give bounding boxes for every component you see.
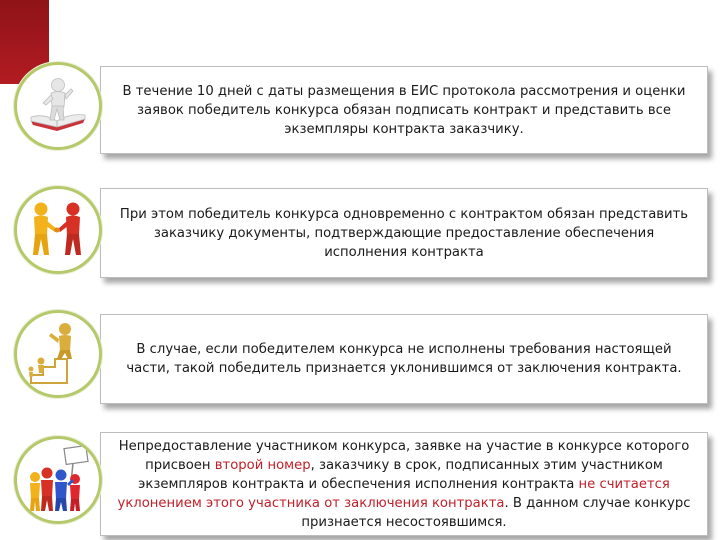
info-box-1 [100,66,708,154]
info-text-4 [111,437,697,532]
info-row-2 [0,186,720,282]
info-row-3 [0,310,720,406]
handshake-figures-icon [14,186,102,274]
info-text-2: При этом победитель конкурса одновременно с контрактом обязан представить заказчику документы, подтверждающие предоставление обеспечения исполнения контракта [119,206,689,260]
info-text-3: В случае, если победителем конкурса не исполнены требования настоящей части, такой победитель признается уклонившимся от заключения контракта. [126,342,682,376]
info-box-2 [100,188,708,278]
info-text-1: В течение 10 дней с даты размещения в ЕИС протокола рассмотрения и оценки заявок победитель конкурса обязан подписать контракт и представить все экземпляры контракта заказчику. [122,83,686,137]
figure-on-stairs-icon [14,310,102,398]
info-box-3 [100,314,708,404]
info-text-4-part-5: . В данном случае конкурс признается несостоявшимся. [301,495,691,530]
info-row-1 [0,62,720,158]
highlight-second-number: второй номер [214,457,311,473]
info-text-4-part-1: Непредоставление участником конкурса, заявке на участие в конкурсе которого присвоен [118,438,690,473]
info-row-4 [0,428,720,540]
highlight-not-evasion: не считается уклонением этого участника от заключения контракта [117,476,670,511]
info-box-4 [100,432,708,536]
group-with-sign-icon [14,436,102,524]
figure-on-book-icon [14,62,102,150]
info-text-4-part-3: , заказчику в срок, подписанных этим участником экземпляров контракта и обеспечения исполнения контракта [138,457,663,492]
